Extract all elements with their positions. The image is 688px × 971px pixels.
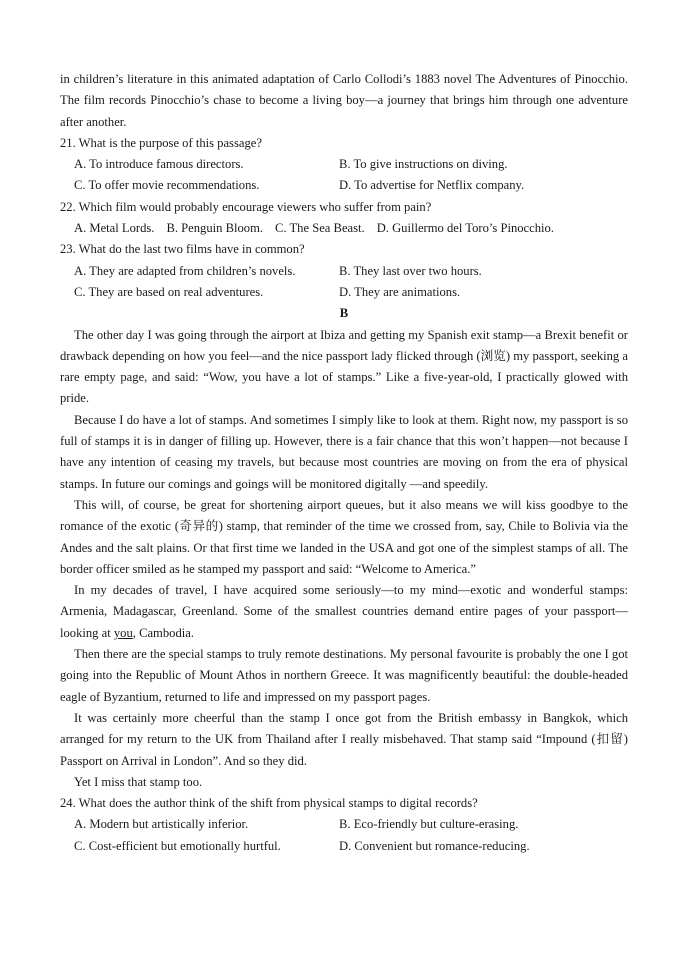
paragraph-4-end: , Cambodia. [132, 625, 194, 640]
exam-page [60, 69, 628, 857]
passage-b-paragraph-7: Yet I miss that stamp too. [74, 774, 203, 789]
q22-option-a[interactable]: A. Metal Lords. [74, 221, 155, 236]
underlined-word: you [113, 625, 133, 640]
question-24-options [60, 814, 628, 857]
section-b-heading: B [339, 306, 349, 321]
passage-b-paragraph-1: The other day I was going through the airport at Ibiza and getting my Spanish exit stamp—a Brexit benefit or drawback depending on how you feel—and the nice passport lady flicked through (浏览) my passport, seeking a rare empty page, and said: “Wow, you have a lot of stamps.” Like a five-year-old, I practically glowed with pride. [60, 327, 628, 406]
question-22-stem: 22. Which film would probably encourage viewers who suffer from pain? [60, 199, 432, 214]
q21-option-a[interactable]: A. To introduce famous directors. [74, 157, 244, 172]
question-21-stem: 21. What is the purpose of this passage? [60, 135, 262, 150]
q22-option-d[interactable]: D. Guillermo del Toro’s Pinocchio. [376, 221, 554, 236]
passage-b-paragraph-5: Then there are the special stamps to truly remote destinations. My personal favourite is probably the one I got going into the Republic of Mount Athos in northern Greece. It was magnificently beautiful: the double-headed eagle of Byzantium, returned to life and impressed on my passport pages. [60, 647, 628, 704]
passage-b-paragraph-3: This will, of course, be great for shortening airport queues, but it also means we will kiss goodbye to the romance of the exotic (奇异的) stamp, that reminder of the time we crossed from, say, Chile to Bolivia via the Andes and the salt plains. Or that first time we landed in the USA and got one of the simplest stamps of all. The border officer smiled as he stamped my passport and said: “Welcome to America.” [60, 497, 628, 576]
q24-option-a[interactable]: A. Modern but artistically inferior. [74, 817, 249, 832]
q21-option-c[interactable]: C. To offer movie recommendations. [74, 178, 260, 193]
question-21-options [60, 154, 628, 197]
q23-option-b[interactable]: B. They last over two hours. [339, 263, 482, 278]
question-22-options [60, 218, 628, 239]
passage-b-paragraph-2: Because I do have a lot of stamps. And sometimes I simply like to look at them. Right now, my passport is so full of stamps it is in danger of filling up. However, there is a fair chance that this won’t happen—not because I have any intention of ceasing my travels, but because most countries are moving on from the era of physical stamps. In future our comings and goings will be monitored digitally —and speedily. [60, 412, 628, 491]
paragraph-4-text: In my decades of travel, I have acquired some seriously—to my mind—exotic and wonderful stamps: Armenia, Madagascar, Greenland. Some of the smallest countries demand entire pages of your passport—looking at [60, 583, 628, 640]
q24-option-c[interactable]: C. Cost-efficient but emotionally hurtful. [74, 838, 281, 853]
q23-option-d[interactable]: D. They are animations. [339, 284, 461, 299]
question-24-stem: 24. What does the author think of the shift from physical stamps to digital records? [60, 796, 478, 811]
q23-option-c[interactable]: C. They are based on real adventures. [74, 284, 264, 299]
question-23-stem: 23. What do the last two films have in common? [60, 242, 305, 257]
q22-option-c[interactable]: C. The Sea Beast. [275, 221, 365, 236]
q24-option-d[interactable]: D. Convenient but romance-reducing. [339, 838, 530, 853]
q23-option-a[interactable]: A. They are adapted from children’s novels. [74, 263, 296, 278]
q22-option-b[interactable]: B. Penguin Bloom. [166, 221, 264, 236]
intro-paragraph: in children’s literature in this animated adaptation of Carlo Collodi’s 1883 novel The Adventures of Pinocchio. The film records Pinocchio’s chase to become a living boy—a journey that brings him through one adventure after another. [60, 72, 628, 129]
q21-option-d[interactable]: D. To advertise for Netflix company. [339, 178, 525, 193]
question-23-options [60, 261, 628, 304]
passage-b-paragraph-4 [60, 580, 628, 644]
q21-option-b[interactable]: B. To give instructions on diving. [339, 157, 508, 172]
q24-option-b[interactable]: B. Eco-friendly but culture-erasing. [339, 817, 519, 832]
passage-b-paragraph-6: It was certainly more cheerful than the stamp I once got from the British embassy in Bangkok, which arranged for my return to the UK from Thailand after I really misbehaved. That stamp said “Impound (扣留) Passport on Arrival in London”. And so they did. [60, 710, 628, 768]
